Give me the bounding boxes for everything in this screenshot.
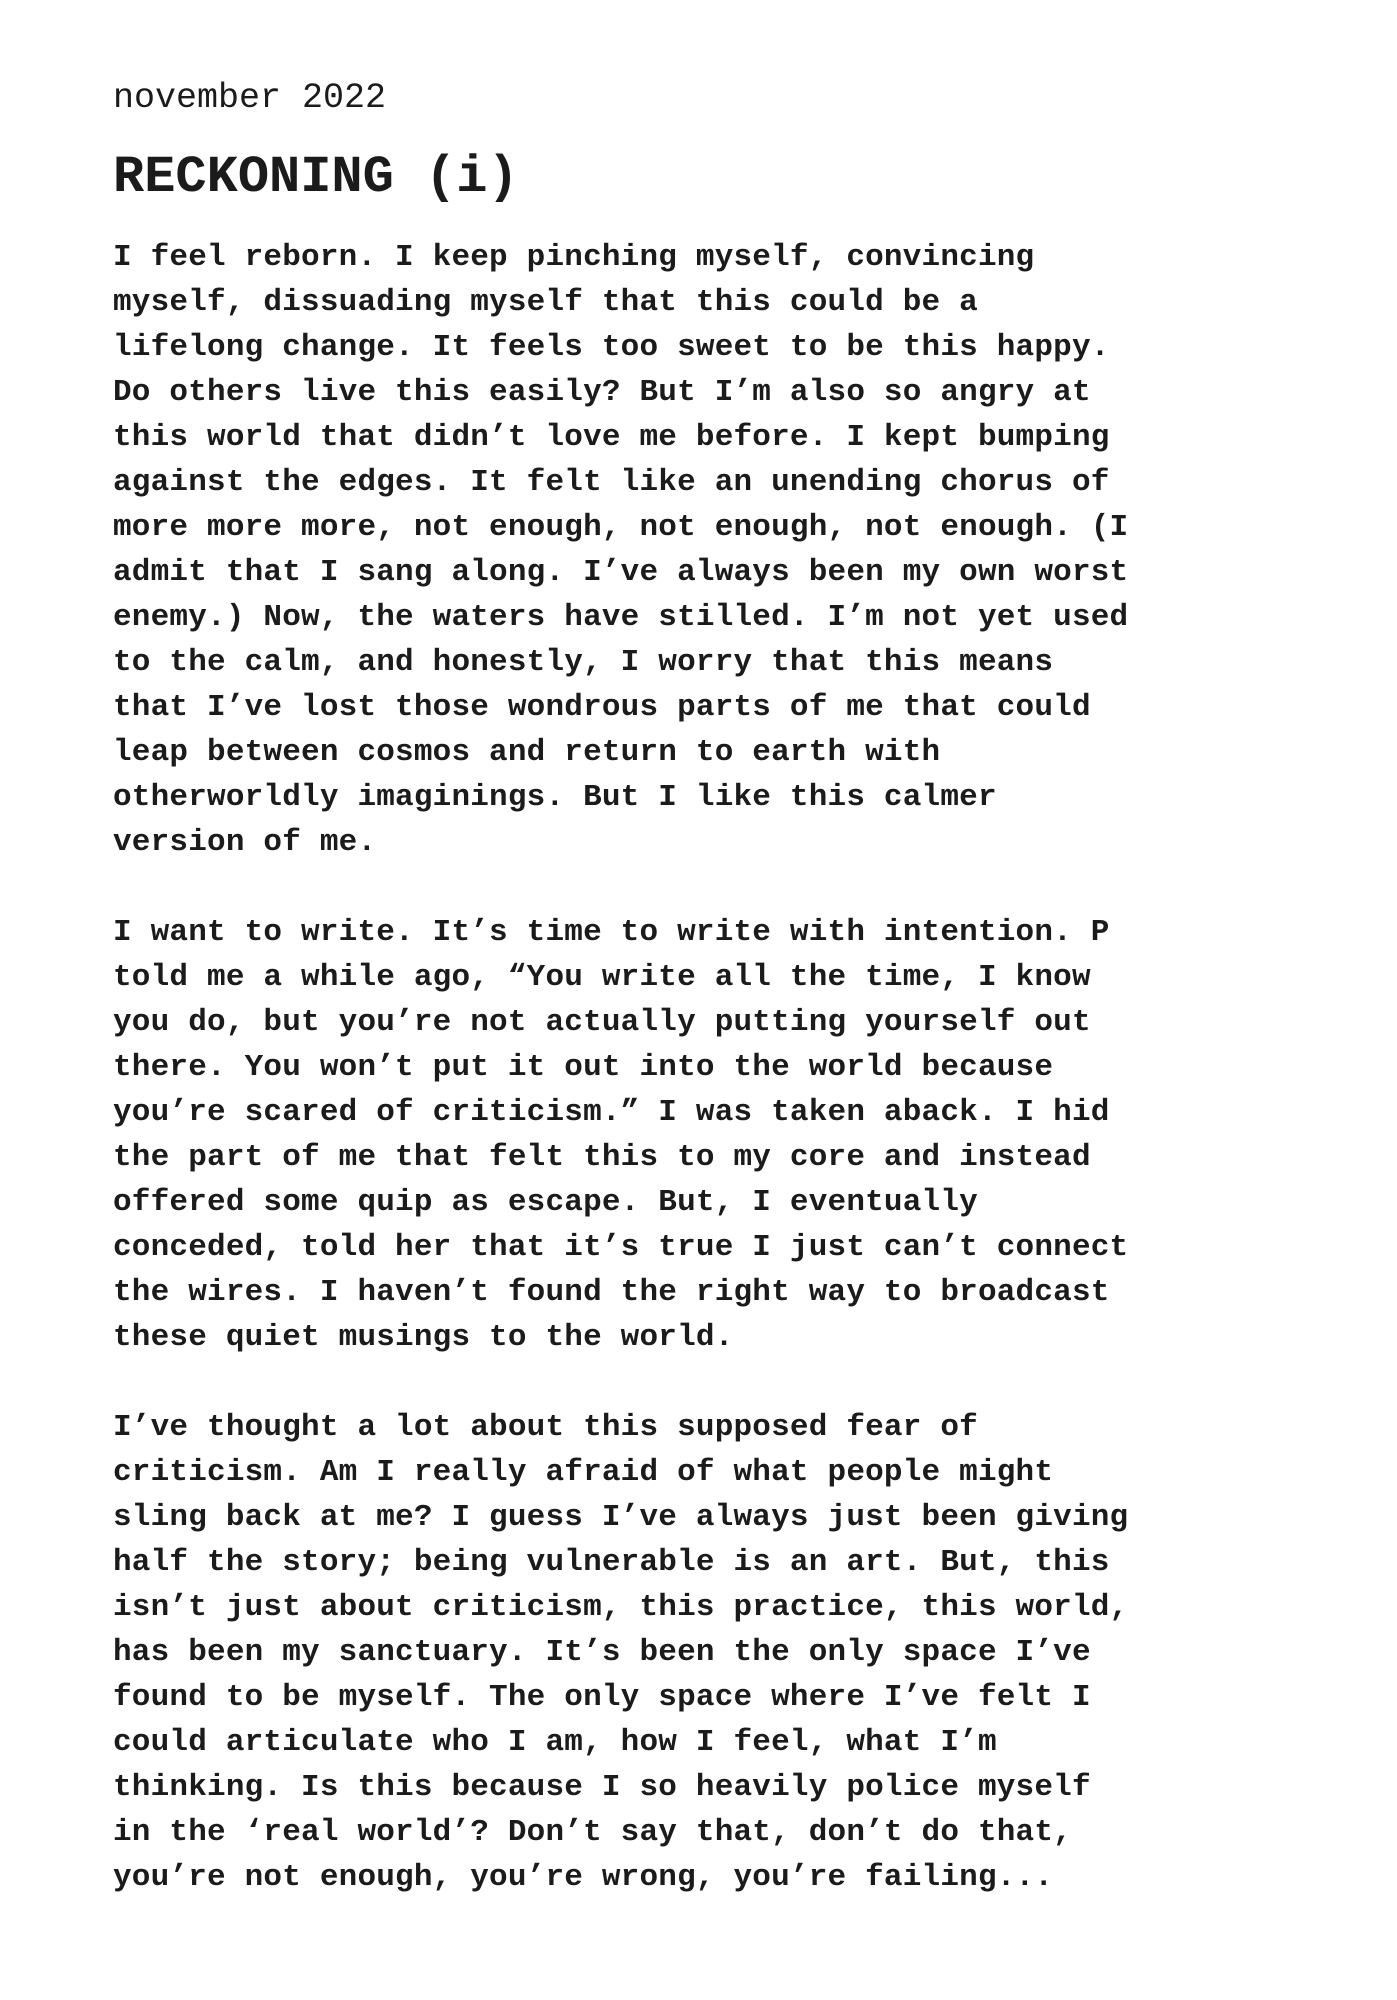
paragraph-break — [113, 1360, 1128, 1405]
text-line: I want to write. It’s time to write with intention. P — [113, 915, 1110, 950]
text-line: told me a while ago, “You write all the time, I know — [113, 960, 1091, 995]
text-line: Do others live this easily? But I’m also so angry at — [113, 375, 1091, 410]
text-line: I’ve thought a lot about this supposed fear of — [113, 1410, 978, 1445]
page-title: RECKONING (i) — [113, 148, 519, 207]
text-line: found to be myself. The only space where I’ve felt I — [113, 1680, 1091, 1715]
body-text — [113, 235, 1128, 1900]
text-line: that I’ve lost those wondrous parts of me that could — [113, 690, 1091, 725]
text-line: lifelong change. It feels too sweet to be this happy. — [113, 330, 1110, 365]
text-line: criticism. Am I really afraid of what people might — [113, 1455, 1054, 1490]
text-line: isn’t just about criticism, this practice, this world, — [113, 1590, 1129, 1625]
text-line: version of me. — [113, 825, 377, 860]
text-line: thinking. Is this because I so heavily police myself — [113, 1770, 1091, 1805]
text-line: there. You won’t put it out into the world because — [113, 1050, 1054, 1085]
text-line: these quiet musings to the world. — [113, 1320, 734, 1355]
text-line: you’re not enough, you’re wrong, you’re failing... — [113, 1860, 1054, 1895]
text-line: the part of me that felt this to my core and instead — [113, 1140, 1091, 1175]
text-line: against the edges. It felt like an unending chorus of — [113, 465, 1110, 500]
text-line: has been my sanctuary. It’s been the only space I’ve — [113, 1635, 1091, 1670]
paragraph — [113, 910, 1128, 1360]
text-line: enemy.) Now, the waters have stilled. I’m not yet used — [113, 600, 1129, 635]
text-line: in the ‘real world’? Don’t say that, don’t do that, — [113, 1815, 1072, 1850]
text-line: this world that didn’t love me before. I kept bumping — [113, 420, 1110, 455]
text-line: I feel reborn. I keep pinching myself, convincing — [113, 240, 1035, 275]
text-line: admit that I sang along. I’ve always been my own worst — [113, 555, 1129, 590]
text-line: to the calm, and honestly, I worry that this means — [113, 645, 1054, 680]
paragraph — [113, 1405, 1128, 1900]
text-line: more more more, not enough, not enough, not enough. (I — [113, 510, 1129, 545]
text-line: otherworldly imaginings. But I like this calmer — [113, 780, 997, 815]
paragraph — [113, 235, 1128, 865]
text-line: sling back at me? I guess I’ve always just been giving — [113, 1500, 1129, 1535]
text-line: offered some quip as escape. But, I eventually — [113, 1185, 978, 1220]
text-line: half the story; being vulnerable is an art. But, this — [113, 1545, 1110, 1580]
text-line: conceded, told her that it’s true I just can’t connect — [113, 1230, 1129, 1265]
text-line: myself, dissuading myself that this could be a — [113, 285, 978, 320]
text-line: leap between cosmos and return to earth with — [113, 735, 941, 770]
text-line: the wires. I haven’t found the right way to broadcast — [113, 1275, 1110, 1310]
text-line: could articulate who I am, how I feel, what I’m — [113, 1725, 997, 1760]
entry-date: november 2022 — [113, 78, 387, 118]
text-line: you do, but you’re not actually putting yourself out — [113, 1005, 1091, 1040]
text-line: you’re scared of criticism.” I was taken aback. I hid — [113, 1095, 1110, 1130]
paragraph-break — [113, 865, 1128, 910]
